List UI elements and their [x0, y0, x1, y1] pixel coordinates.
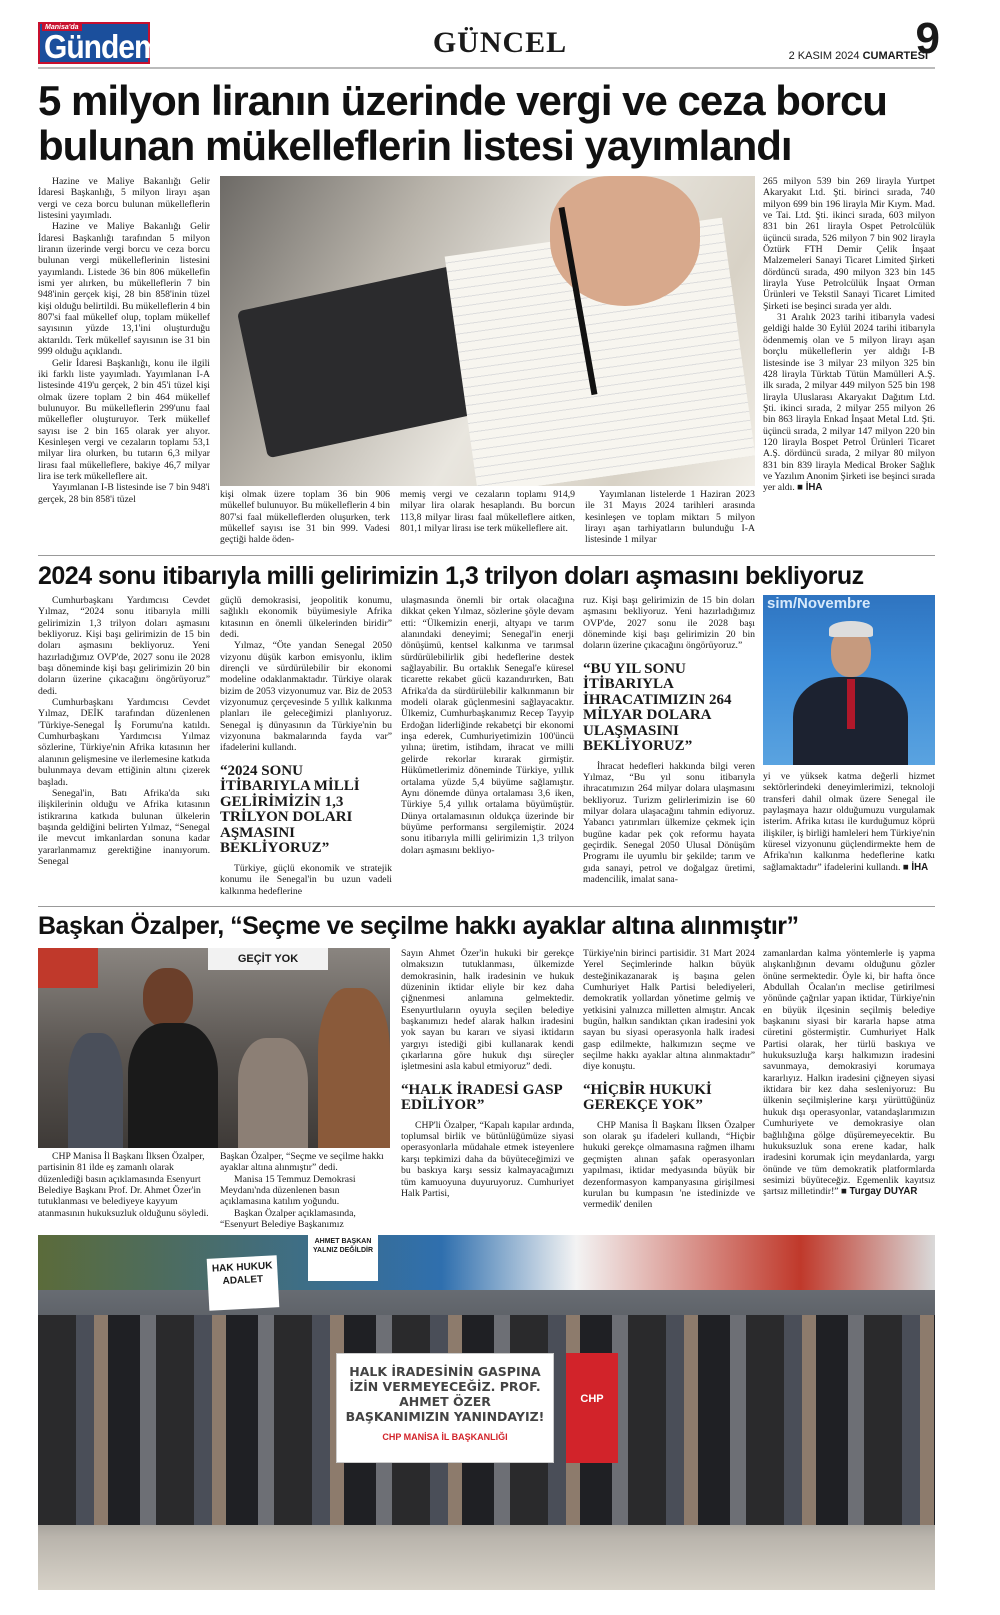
person-shape — [68, 1033, 123, 1148]
paragraph: Yayımlanan I-B listesinde ise 7 bin 948'i gerçek, 28 bin 858'i tüzel — [38, 482, 210, 505]
paragraph-text: 31 Aralık 2023 tarihi itibarıyla vadesi geldiği halde 30 Eylül 2024 tarihi itibarıyla ödenmemiş olan ve 5 milyon lirayı aşan borçlu mükelleflerin yer aldığı I-B listesinde ise 3 milyar 23 milyon 325 bin 428 lirayla Türktab Tütün Mamülleri A.Ş. ilk sırada, 2 milyar 449 milyon 525 bin 198 lirayla Uluslarası Akaryakıt Dağıtım Ltd. Şti. ikinci sırada, 2 milyar 255 milyon 26 bin 863 lirayla Enkad İnşaat Metal Ltd. Şti. üçüncü sırada, 2 milyar 147 milyon 220 bin 120 lirayla Bospet Petrol Ürünleri Ticaret A.Ş. dördüncü sırada, 2 milyar 80 milyon 831 bin 839 lirayla Medical Broker Sağlık ve Yazılım Anonim Şirketi ise beşinci sırada yer aldı. — [763, 312, 935, 494]
logo-top: Manisa'da — [42, 24, 82, 31]
paragraph: Cumhurbaşkanı Yardımcısı Cevdet Yılmaz, DEİK tarafından düzenlenen 'Türkiye-Senegal İş Forumu'na katıldı. Cumhurbaşkanı Yardımcısı Yılmaz sözlerine, Türkiye'nin Afrika kıtasının her alanının gelişmesine ve ilerlemesine katkıda bulunmaya devam ettiğinin altını çizerek başladı. — [38, 697, 210, 788]
subheading: “HİÇBİR HUKUKİ GEREKÇE YOK” — [583, 1081, 712, 1114]
article3-photo-crowd — [38, 1235, 935, 1590]
article2-col1 — [38, 595, 210, 900]
paragraph: CHP'li Özalper, “Kapalı kapılar ardında, toplumsal birlik ve bütünlüğümüze siyasi operasyonlarla müdahale etmek isteyenlere karşı tepkimizi daha da büyüteceğimizi ve bu baskıya karşı sessiz kalmayacağımızı tüm kamuoyuna duyuruyoruz. Cumhuriyet Halk Partisi, — [401, 1119, 574, 1199]
paragraph: Senegal'in, Batı Afrika'da sıkı ilişkilerinin olduğu ve Afrika kıtasının istikrarına katkıda bulunan ülkelerin başında geldiğini belirten Yılmaz, “Senegal ile mevcut imkanlardan sonuna kadar yararlanmamız gerektiğine inanıyorum. Senegal — [38, 787, 210, 867]
paragraph: Başkan Özalper açıklamasında, “Esenyurt Belediye Başkanımız — [220, 1207, 356, 1229]
paragraph: ruz. Kişi başı gelirimizin de 15 bin doları aşmasını bekliyoruz. Yeni hazırladığımız OVP'de, 2027 sonu ile 2028 başı döneminde kişi başı gelirimizin 20 bin doların üzerine çıkacağını öngörüyoruz.” — [583, 595, 755, 652]
divider — [38, 555, 935, 556]
paragraph — [763, 948, 935, 1198]
page-number: 9 — [915, 14, 940, 63]
article3-caption1 — [38, 1151, 210, 1229]
article1-col4 — [585, 489, 755, 547]
red-banner — [38, 948, 98, 988]
speaker-head — [143, 968, 193, 1028]
background-banners — [38, 1235, 935, 1290]
source-credit: ■ İHA — [902, 861, 929, 873]
paragraph: kişi olmak üzere toplam 36 bin 906 mükellef bulunuyor. Bu mükelleflerin 4 bin 807'si faal mükelleflerden oluşurken, terk mükellef sayısı ise 31 bin 999. Vadesi geçtiği halde öden- — [220, 489, 390, 546]
paragraph: Gelir İdaresi Başkanlığı, konu ile ilgili iki farklı liste yayımladı. Yayımlanan I-A listesinde 419'u gerçek, 2 bin 45'i tüzel kişi olmak üzere toplam 2 bin 464 mükellef bulunuyor. Bu mükelleflerin 299'unu faal mükellefler oluşturuyor. Terk mükellef sayısı ise 2 bin 165 olarak yer alıyor. Kesinleşen vergi ve cezaların toplamı 53,1 milyar lira olurken, bu tutarın 6,3 milyar lirası faal mükelleflere, bakiye 46,7 milyar lira ise terk mükelleflere ait. — [38, 357, 210, 482]
banner-org: CHP MANİSA İL BAŞKANLIĞI — [382, 1432, 508, 1442]
speaker-body — [128, 1023, 218, 1148]
paragraph: Cumhurbaşkanı Yardımcısı Cevdet Yılmaz, “2024 sonu itibarıyla milli gelirimizin 1,3 trilyon doları aşmasını bekliyoruz. Kişi başı gelirimizin de 15 bin doları aşmasını bekliyoruz. Yeni hazırladığımız OVP'de, 2027 sonu ile 2028 başı döneminde kişi başı gelirimizin 20 bin doların üzerine çıkacağını öngörüyoruz” dedi. — [38, 595, 210, 697]
article3-col3 — [401, 948, 574, 1228]
day-text: CUMARTESİ — [862, 50, 928, 62]
header-rule — [38, 67, 935, 69]
paragraph: Manisa 15 Temmuz Demokrasi Meydanı'nda düzenlenen basın açıklamasına katılım yoğundu. — [220, 1173, 356, 1208]
paragraph: Yayımlanan listelerde 1 Haziran 2023 ile 31 Mayıs 2024 tarihleri arasında kesinleşen ve toplam miktarı 5 milyon lirayı aşan tarhiyatların bulunduğu I-A listesinde 1 milyar — [585, 489, 755, 546]
paragraph: Hazine ve Maliye Bakanlığı Gelir İdaresi Başkanlığı tarafından 5 milyon liranın üzerinde vergi borcu ve ceza borcu bulunan vergi mükelleflerinin listesini yayımlandı. Listede 36 bin 806 mükellefin ismi yer alırken, bu mükelleflerin 7 bin 948'inin gerçek kişi, 28 bin 858'inin tüzel kişi olduğu belirtildi. Bu mükelleflerin 4 bin 807'si faal mükellef olup, toplam mükellef sayısının yüzde 13,1'ini oluşturduğu aktarıldı. Terk mükellef sayısının ise 31 bin 999 olduğu açıklandı. — [38, 221, 210, 358]
photo-banner-text: sim/Novembre — [767, 595, 871, 612]
paragraph: güçlü demokrasisi, jeopolitik konumu, sağlıklı ekonomik büyümesiyle Afrika kıtasının en önemli ülkelerinden biridir” dedi. — [220, 595, 392, 641]
article3-headline: Başkan Özalper, “Seçme ve seçilme hakkı ayaklar altına alınmıştır” — [38, 912, 799, 940]
article2-col5 — [763, 771, 935, 901]
paragraph: memiş vergi ve cezaların toplamı 914,9 milyar lira olarak hesaplandı. Bu borcun 113,8 milyar lirası faal mükelleflere aitken, 801,1 milyar lirası ise terk mükelleflere ait. — [400, 489, 575, 535]
paragraph-text: yi ve yüksek katma değerli hizmet sektörlerindeki deneyimlerimizi, teknoloji transferi dahil olmak üzere Senegal ile paylaşmaya hazır olduğumuzu vurgulamak isterim. Afrika kıtası ile kurduğumuz köprü ilişkiler, iş birliği hamleleri hem Türkiye'nin küresel vizyonunu güçlendirmekte hem de Afrika'nın kalkınma hedeflerine katkı sağlamaktadır” ifadelerini kullandı. — [763, 771, 935, 873]
paragraph: Sayın Ahmet Özer'in hukuki bir gerekçe olmaksızın tutuklanması, ülkemizde demokrasinin, halk iradesinin ve hukuk düzeninin iktidar eliyle bir kez daha çiğnenmesi anlamına gelmektedir. Esenyurtluların oyuyla seçilen belediye başkanımızı hedef alarak halkın iradesini yok sayan bu kararı ve siyasi iktidarın yargıyı istediği gibi kullanarak kendi çıkarlarına göre hukuk dışı süreçler işletmesini asla kabul etmiyoruz” dedi. — [401, 948, 574, 1073]
article1-headline: 5 milyon liranın üzerinde vergi ve ceza borcu bulunan mükelleflerin listesi yayımlandı — [38, 77, 887, 169]
paragraph: Türkiye, güçlü ekonomik ve stratejik konumu ile Senegal'in bu uzun vadeli kalkınma hedeflerine — [220, 862, 392, 897]
protest-banner — [336, 1353, 554, 1463]
article3-col5 — [763, 948, 935, 1230]
paragraph — [763, 312, 935, 494]
article2-col3 — [401, 595, 574, 900]
paragraph: Başkan Özalper, “Seçme ve seçilme hakkı ayaklar altına alınmıştır” dedi. — [220, 1151, 384, 1174]
paragraph: 265 milyon 539 bin 269 lirayla Yurtpet Akaryakıt Ltd. Şti. birinci sırada, 740 milyon 699 bin 196 lirayla Mir Kıym. Mad. ve Tai. Ltd. Şti. ikinci sırada, 603 milyon 831 bin 261 lirayla Ospet Petrolcülük üçüncü sırada, 526 milyon 7 bin 902 lirayla Öztürk FTH Demir Çelik İnşaat Malzemeleri Sanayi Ticaret Limited Şirketi dördüncü sırada, 490 milyon 323 bin 145 lirayla Yuse Petrolcülük İnşaat Orman Ürünleri ve Tekstil Sanayi Ticaret Limited Şirketi ise beşinci sırada yer aldı. — [763, 176, 935, 312]
date-text: 2 KASIM 2024 — [788, 50, 860, 62]
article3-col4 — [583, 948, 755, 1228]
article3-photo-speech — [38, 948, 390, 1148]
source-credit: ■ Turgay DUYAR — [841, 1186, 918, 1198]
article1-col2 — [220, 489, 390, 547]
paragraph: İhracat hedefleri hakkında bilgi veren Yılmaz, “Bu yıl sonu itibarıyla ihracatımızın 264 milyar dolara ulaşmasını bekliyoruz. Turizm gelirlerimizin ise 60 milyar dolara ulaşacağını tahmin ediyoruz. Yabancı yatırımları ülkemize çekmek için bugüne kadar pek çok reformu hayata geçirdik. Senegal 2050 Ulusal Dönüşüm Programı ile uyumlu bir şekilde; tarım ve gıda sanayi, petrol ve doğalgaz üretimi, madencilik, imalat sana- — [583, 760, 755, 886]
article1-col1 — [38, 176, 210, 548]
protest-sign: AHMET BAŞKAN YALNIZ DEĞİLDİR — [308, 1235, 378, 1281]
article1-photo-calculator — [220, 176, 755, 486]
subheading: “BU YIL SONU İTİBARIYLA İHRACATIMIZIN 264 MİLYAR DOLARA ULAŞMASINI BEKLİYORUZ” — [583, 660, 732, 755]
paragraph-text: zamanlardan kalma yöntemlerle iş yapma alışkanlığının devamı olduğunu gözler önüne sermektedir. Öyle ki, bir hafta önce Abdullah Öcalan'ın meclise getirilmesi yönünde çağrılar yapan iktidar, Türkiye'nin en büyük ilçesinin seçilmiş belediye başkanını siyasi bir kararla hapse atma cüretini göstermiştir. Cumhuriyet Halk Partisi olarak, her türlü baskıya ve hukuksuzluğa karşı halkımızın iradesini savunmaya, demokrasiyi korumaya kararlıyız. Halkın iradesini çiğneyen siyasi iktidara bir kez daha sesleniyoruz: Bu ülkenin seçilmişlerine karşı yürüttüğünüz hukuk dışı operasyonlar, vatandaşlarımızın Cumhuriyete ve demokrasiye olan bağlılığına gölge düşüremeyecektir. Bu hukuksuzluk sona erene kadar, halk iradesini korumak için meydanlarda, yargı önünde ve tüm demokratik platformlarda sesimizi büyüteceğiz. Egemenlik kayıtsız şartsız milletindir!” — [763, 948, 935, 1198]
section-title: GÜNCEL — [432, 26, 568, 59]
hair-shape — [829, 621, 873, 637]
subheading: “HALK İRADESİ GASP EDİLİYOR” — [401, 1081, 562, 1114]
person-shape — [318, 988, 390, 1148]
paragraph: Yılmaz, “Öte yandan Senegal 2050 vizyonu düşük karbon emisyonlu, iklim dirençli ve sürdürülebilir bir ekonomi modeline odaklanmaktadır. Türkiye olarak bizim de 2053 vizyonumuz var. Biz de 2053 vizyonumuz çerçevesinde 5 yıllık kalkınma planları ile geleceğimizi planlıyoruz. Senegal iş dünyasının da Türkiye'nin bu vizyonuna bakmalarında fayda var” ifadelerini kullandı. — [220, 640, 392, 754]
protest-sign: HAK HUKUK ADALET — [207, 1255, 280, 1311]
tie-shape — [847, 679, 855, 729]
banner-text: HALK İRADESİNİN GASPINA İZİN VERMEYECEĞİZ. PROF. AHMET ÖZER BAŞKANIMIZIN YANINDAYIZ! — [345, 1364, 545, 1424]
photo-sign: GEÇİT YOK — [208, 948, 328, 970]
article1-col3 — [400, 489, 575, 547]
article2-col2 — [220, 595, 392, 900]
paragraph: CHP Manisa İl Başkanı İlksen Özalper son olarak şu ifadeleri kullandı, “Hiçbir hukuki gerekçe olmamasına rağmen ilhamı geçmişten alınan şafak operasyonları yapılması, iktidar medyasında büyük bir dezenformasyon kampanyasına girişilmesi kurulan bu kumpasın 'ne istedinizde ve vermedik' denilen — [583, 1119, 755, 1211]
paragraph — [763, 771, 935, 873]
divider — [38, 906, 935, 907]
article2-headline: 2024 sonu itibarıyla milli gelirimizin 1,3 trilyon doları aşmasını bekliyoruz — [38, 562, 864, 590]
photo-caption: CHP Manisa İl Başkanı İlksen Özalper, partisinin 81 ilde eş zamanlı olarak düzenlediği basın açıklamasında Esenyurt Belediye Başkanı Prof. Dr. Ahmet Özer'in tutuklanması ve belediyeye kayyum atanmasının hukuksuzluk olduğunu söyledi. — [38, 1151, 209, 1219]
paragraph: Hazine ve Maliye Bakanlığı Gelir İdaresi Başkanlığı, 5 milyon lirayı aşan vergi ve ceza borcu bulunan mükelleflerin listesini yayımladı. — [38, 176, 210, 222]
person-shape — [238, 1038, 308, 1148]
subheading: “2024 SONU İTİBARIYLA MİLLİ GELİRİMİZİN 1,3 TRİLYON DOLARI AŞMASINI BEKLİYORUZ” — [220, 762, 360, 857]
article2-col4 — [583, 595, 755, 900]
article2-photo-yilmaz — [763, 595, 935, 765]
logo-main: Gündem — [44, 29, 160, 66]
source-credit: ■ İHA — [797, 482, 823, 494]
paragraph: ulaşmasında önemli bir ortak olacağına dikkat çeken Yılmaz, sözlerine şöyle devam etti: “Ülkemizin enerji, altyapı ve tarım alanındaki deneyimi; Senegal'in enerji dönüşümü, kentsel kalkınma ve tarımsal sürdürülebilirlik gibi hedeflerine destek sağlayabilir. Bu ortaklık Senegal'e küresel ticarette rekabet gücü kazandırırken, Batı Afrika'da da sürdürülebilir kalkınmanın bir modeli olarak güçlenmesini sağlayacaktır. Ülkemiz, Cumhurbaşkanımız Recep Tayyip Erdoğan liderliğinde rekabetçi bir ekonomi inşa ederek, Cumhuriyetimizin 100'üncü yılına; üretim, istihdam, ihracat ve milli gelirde rekorlar kırarak girmiştir. Hükümetlerimiz döneminde Türkiye, yıllık ortalama yüzde 5,4 büyüme sağlamıştır. Aynı dönemde dünya ortalaması 3,6 iken, Türkiye 5,4 yıllık ortalama büyümüştür. Dünya ortalamasının oldukça üzerinde bir büyüme performansı sergilemiştir. 2024 sonu itibarıyla milli gelirimizin 1,3 trilyon doları aşmasını bekliyo- — [401, 595, 574, 856]
paragraph: Türkiye'nin birinci partisidir. 31 Mart 2024 Yerel Seçimlerinde halkın büyük desteğinikazanarak iş başına gelen Cumhuriyet Halk Partisi belediyeleri, demokratik yollardan yönetime gelmiş ve yetkisini yalnızca milletten almıştır. Ancak bugün, halkın sandıktan çıkan iradesini yok sayan bu siyasi operasyonla halk iradesi gasp edilmekte, halkımızın seçme ve seçilme hakkı ayaklar altına alınmaktadır” diye konuştu. — [583, 948, 755, 1073]
article1-col5 — [763, 176, 935, 548]
article3-caption2 — [220, 1151, 392, 1229]
chp-podium: CHP — [566, 1353, 618, 1463]
issue-date — [789, 50, 928, 62]
